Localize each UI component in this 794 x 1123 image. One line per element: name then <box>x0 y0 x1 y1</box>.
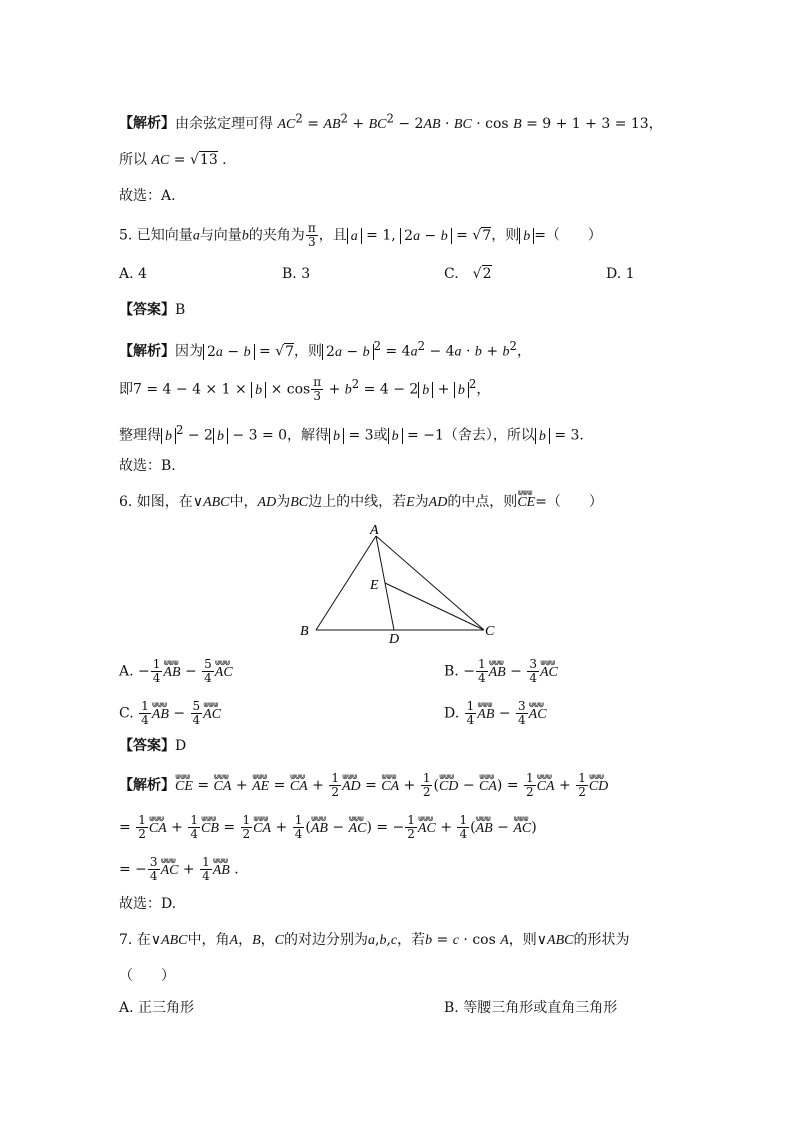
q4-choose: 故选：A. <box>119 188 176 204</box>
q5-option-a: A. 4 <box>119 266 147 282</box>
label-b: B <box>300 624 309 639</box>
q6-option-c: C. $\frac{1}{4}$ ⋓⋓⋓ AB − $\frac{5}{4}$ ⋓⋓⋓ AC <box>119 700 221 727</box>
q6-option-d: D. $\frac{1}{4}$ ⋓⋓⋓ AB − $\frac{3}{4}$ ⋓⋓⋓ AC <box>444 700 547 727</box>
q5-option-b: B. 3 <box>282 266 311 282</box>
q6-answer: 【答案】D <box>119 738 187 754</box>
q7-stem: 7. 在∨ABC中，角A，B，C的对边分别为a,b,c，若b = c · cos A，则∨ABC的形状为 <box>119 932 630 948</box>
q7-paren: （ ） <box>119 968 175 984</box>
q5-answer: 【答案】B <box>119 302 186 318</box>
q4-analysis-text: 由余弦定理可得 $AC^2 = AB^2 + BC^2 - 2AB$ · BC · cos B = 9 + 1 + 3 = 13， <box>175 111 663 132</box>
q5-option-c: C. √2 <box>444 266 492 282</box>
q4-conclusion: 所以 AC = √13 . <box>119 152 227 168</box>
label-c: C <box>485 624 495 639</box>
q6-analysis-1: 【解析】⋓⋓⋓ CE = ⋓⋓⋓ CA + ⋓⋓⋓ AE = ⋓⋓⋓ CA + $\frac{1}{2}$ ⋓⋓⋓ AD = ⋓⋓⋓ CA + $\frac{1}{2}$ (⋓⋓⋓ CD − ⋓⋓⋓ CA) = $\frac{1}{2}$ ⋓⋓⋓ CA + $\frac{1}{2}$ ⋓⋓⋓ CD <box>119 772 608 799</box>
triangle-figure <box>290 522 510 647</box>
q6-analysis-3: = − $\frac{3}{4}$ ⋓⋓⋓ AC + $\frac{1}{4}$ ⋓⋓⋓ AB . <box>119 856 239 883</box>
q7-option-a: A. 正三角形 <box>119 1000 195 1016</box>
q5-option-d: D. 1 <box>606 266 635 282</box>
q7-option-b: B. 等腰三角形或直角三角形 <box>444 1000 618 1016</box>
q5-analysis-2: 即7 = 4 − 4 × 1 × b × cos $\frac{\pi}{3}$ + $b^2 = 4 - 2$ b + b $^2$， <box>119 375 491 404</box>
q4-analysis-line <box>119 108 663 135</box>
q5-choose: 故选：B. <box>119 458 176 474</box>
label-d: D <box>389 632 400 647</box>
q6-option-b: B. − $\frac{1}{4}$ ⋓⋓⋓ AB − $\frac{3}{4}$ ⋓⋓⋓ AC <box>444 658 558 685</box>
label-e: E <box>370 578 379 593</box>
triangle-side-ac <box>376 536 484 630</box>
q6-option-a: A. − $\frac{1}{4}$ ⋓⋓⋓ AB − $\frac{5}{4}$ ⋓⋓⋓ AC <box>119 658 233 685</box>
segment-ce <box>385 583 484 630</box>
label-a: A <box>370 523 379 538</box>
q6-analysis-2: = $\frac{1}{2}$ ⋓⋓⋓ CA + $\frac{1}{4}$ ⋓⋓⋓ CB = $\frac{1}{2}$ ⋓⋓⋓ CA + $\frac{1}{4}$ (⋓⋓⋓ AB − ⋓⋓⋓ AC) = − $\frac{1}{2}$ ⋓⋓⋓ AC + $\frac{1}{4}$ (⋓⋓⋓ AB − ⋓⋓⋓ AC) <box>119 814 537 841</box>
q6-choose: 故选：D. <box>119 896 177 912</box>
triangle-side-ab <box>316 536 376 630</box>
q5-analysis-1: 【解析】因为 2a − b = √7，则 2a − b $^2 = 4a^2 - 4a \cdot b + b^2$， <box>119 339 531 360</box>
q5-stem: 5. 已知向量a与向量b的夹角为 $\frac{\pi}{3}$ ，且 a = 1, 2a − b = √7，则 b =（ ） <box>119 221 602 249</box>
q6-stem: 6. 如图，在∨ABC中，AD为BC边上的中线，若E为AD的中点，则⋓⋓⋓ CE=（ ） <box>119 492 603 513</box>
analysis-tag: 【解析】 <box>119 115 175 132</box>
q5-analysis-3: 整理得 b $^2$ − 2 b − 3 = 0，解得 b = 3或 b = −1（舍去），所以 b = 3. <box>119 423 584 444</box>
